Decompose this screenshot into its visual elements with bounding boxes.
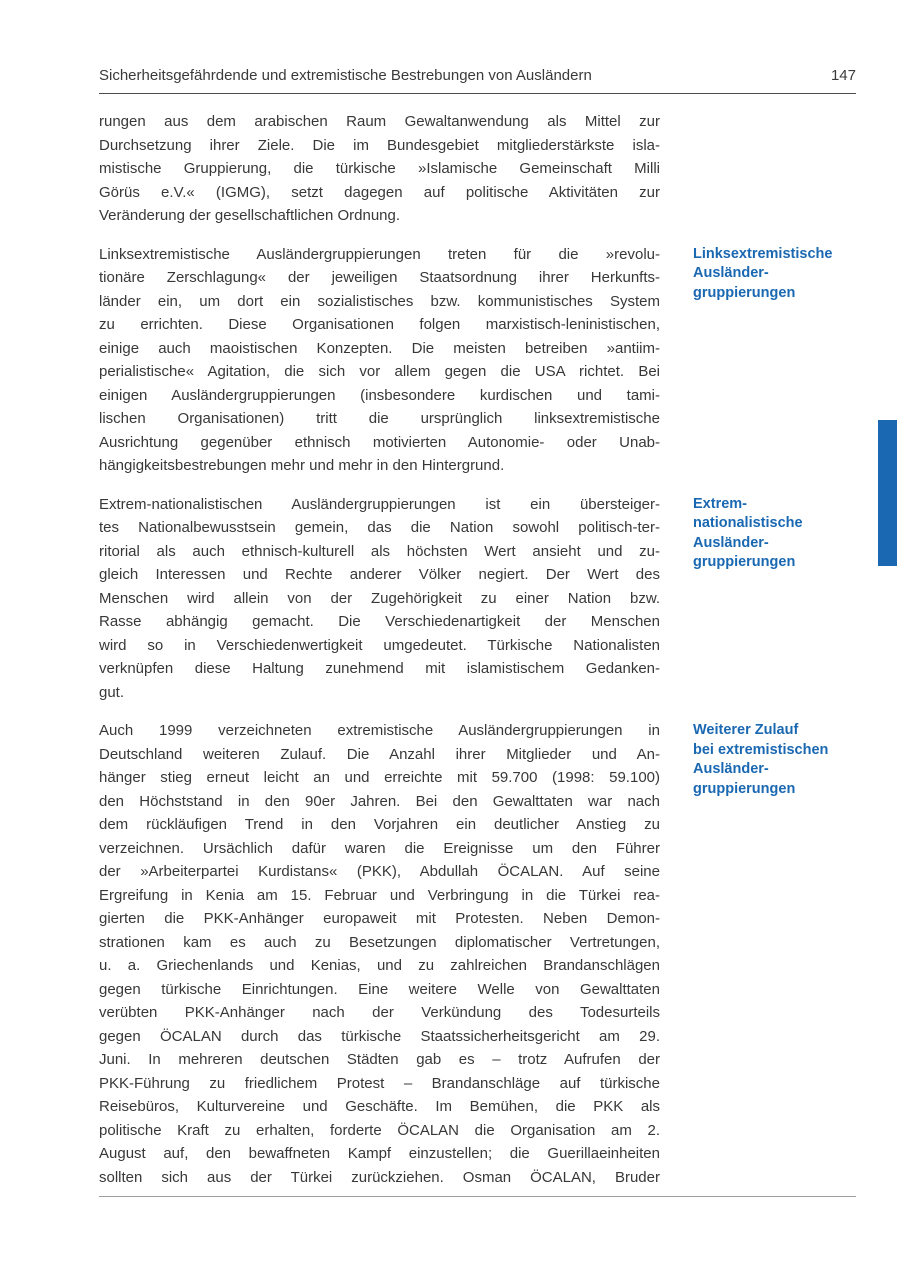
text-line: sollten sich aus der Türkei zurückziehen. Osman ÖCALAN, Bruder — [99, 1168, 660, 1186]
margin-note-line: Linksextremistische — [693, 245, 833, 262]
text-line: Durchsetzung ihrer Ziele. Die im Bundesgebiet mitgliederstärkste isla- — [99, 136, 660, 154]
margin-note-line: Weiterer Zulauf — [693, 722, 799, 738]
text-line: der »Arbeiterpartei Kurdistans« (PKK), Abdullah ÖCALAN. Auf seine — [99, 863, 660, 880]
margin-note-line: gruppierungen — [693, 780, 796, 797]
text-line: hängigkeitsbestrebungen mehr und mehr in den Hintergrund. — [99, 457, 505, 474]
text-line: ritorial als auch ethnisch-kulturell als höchsten Wert ansieht und zu- — [99, 542, 660, 560]
text-line: zu errichten. Diese Organisationen folgen marxistisch-leninistischen, — [99, 316, 660, 333]
text-line: tes Nationalbewusstsein gemein, das die Nation sowohl politisch-ter- — [99, 519, 660, 536]
text-line: PKK-Führung zu friedlichem Protest – Brandanschläge auf türkische — [99, 1074, 660, 1092]
text-line: strationen kam es auch zu Besetzungen diplomatischer Vertretungen, — [99, 933, 660, 951]
text-line: Rasse abhängig gemacht. Die Verschiedenartigkeit der Menschen — [99, 613, 660, 630]
text-line: hänger stieg erneut leicht an und erreichte mit 59.700 (1998: 59.100) — [99, 769, 660, 786]
body-content — [99, 110, 833, 1204]
text-line: Menschen wird allein von der Zugehörigkeit zu einer Nation bzw. — [99, 589, 660, 607]
text-line: Ergreifung in Kenia am 15. Februar und Verbringung in die Türkei rea- — [99, 886, 660, 904]
margin-note-line: Extrem- — [693, 495, 747, 512]
text-line: verzeichnen. Ursächlich dafür waren die Ereignisse um den Führer — [99, 839, 660, 857]
text-line: gierten die PKK-Anhänger europaweit mit Protesten. Neben Demon- — [99, 910, 660, 927]
text-line: Ausrichtung gegenüber ethnisch motivierten Autonomie- oder Unab- — [99, 433, 660, 451]
text-line: verübten PKK-Anhänger nach der Verkündung des Todesurteils — [99, 1004, 660, 1021]
text-line: länder ein, um dort ein sozialistisches bzw. kommunistisches System — [99, 292, 660, 310]
text-line: perialistische« Agitation, die sich vor allem gegen die USA richtet. Bei — [99, 363, 660, 380]
footer-rule — [99, 1196, 856, 1197]
text-line: dem rückläufigen Trend in den Vorjahren ein deutlicher Anstieg zu — [99, 816, 660, 833]
text-line: Linksextremistische Ausländergruppierungen treten für die »revolu- — [99, 245, 660, 263]
paragraph — [99, 493, 803, 705]
page-number: 147 — [830, 67, 856, 84]
text-line: Veränderung der gesellschaftlichen Ordnung. — [99, 207, 401, 224]
paragraph — [99, 243, 833, 478]
margin-note-line: nationalistische — [693, 515, 803, 531]
text-line: tionäre Zerschlagung« der jeweiligen Staatsordnung ihrer Herkunfts- — [99, 269, 660, 286]
margin-note — [693, 245, 868, 304]
text-line: verknüpfen diese Haltung zunehmend mit islamistischem Gedanken- — [99, 660, 660, 677]
text-line: Auch 1999 verzeichneten extremistische Ausländergruppierungen in — [99, 722, 660, 739]
text-line: lischen Organisationen) tritt die ursprünglich linksextremistische — [99, 410, 660, 427]
margin-note-line: Ausländer- — [693, 265, 769, 281]
text-line: Görüs e.V.« (IGMG), setzt dagegen auf politische Aktivitäten zur — [99, 183, 660, 201]
text-line: einigen Ausländergruppierungen (insbesondere kurdischen und tami- — [99, 386, 660, 404]
text-line: u. a. Griechenlands und Kenias, und zu zahlreichen Brandanschlägen — [99, 957, 660, 974]
text-line: Reisebüros, Kulturvereine und Geschäfte. Im Bemühen, die PKK als — [99, 1098, 660, 1115]
text-line: Extrem-nationalistischen Ausländergruppierungen ist ein übersteiger- — [99, 495, 660, 513]
text-line: gleich Interessen und Rechte anderer Völker negiert. Der Wert des — [99, 566, 660, 583]
text-line: rungen aus dem arabischen Raum Gewaltanwendung als Mittel zur — [99, 113, 660, 130]
text-line: August auf, den bewaffneten Kampf einzustellen; die Guerillaeinheiten — [99, 1145, 660, 1162]
text-line: gegen türkische Einrichtungen. Eine weitere Welle von Gewalttaten — [99, 980, 660, 998]
text-line: Juni. In mehreren deutschen Städten gab es – trotz Aufrufen der — [99, 1051, 660, 1068]
margin-note-line: gruppierungen — [693, 554, 796, 570]
text-line: gut. — [99, 683, 125, 701]
text-line: einige auch maoistischen Konzepten. Die meisten betreiben »antiim- — [99, 339, 660, 357]
page-header — [99, 67, 856, 84]
margin-note-line: bei extremistischen — [693, 741, 829, 758]
text-line: wird so in Verschiedenwertigkeit umgedeutet. Türkische Nationalisten — [99, 636, 660, 654]
text-line: Deutschland weiteren Zulauf. Die Anzahl ihrer Mitglieder und An- — [99, 745, 660, 763]
text-line: politische Kraft zu erhalten, forderte ÖCALAN die Organisation am 2. — [99, 1121, 660, 1139]
header-rule — [99, 93, 856, 94]
margin-note-line: gruppierungen — [693, 284, 796, 301]
paragraph — [99, 719, 829, 1189]
margin-note-line: Ausländer- — [693, 534, 769, 551]
paragraph — [99, 110, 660, 228]
text-line: gegen ÖCALAN durch das türkische Staatssicherheitsgericht am 29. — [99, 1027, 660, 1045]
running-header-title: Sicherheitsgefährdende und extremistische Bestrebungen von Ausländern — [99, 67, 592, 84]
chapter-tab-marker — [878, 420, 897, 566]
margin-note — [693, 495, 868, 573]
text-line: den Höchststand in den 90er Jahren. Bei den Gewalttaten war nach — [99, 792, 660, 810]
margin-note-line: Ausländer- — [693, 761, 769, 777]
margin-note — [693, 721, 868, 799]
text-line: mistische Gruppierung, die türkische »Islamische Gemeinschaft Milli — [99, 160, 660, 177]
